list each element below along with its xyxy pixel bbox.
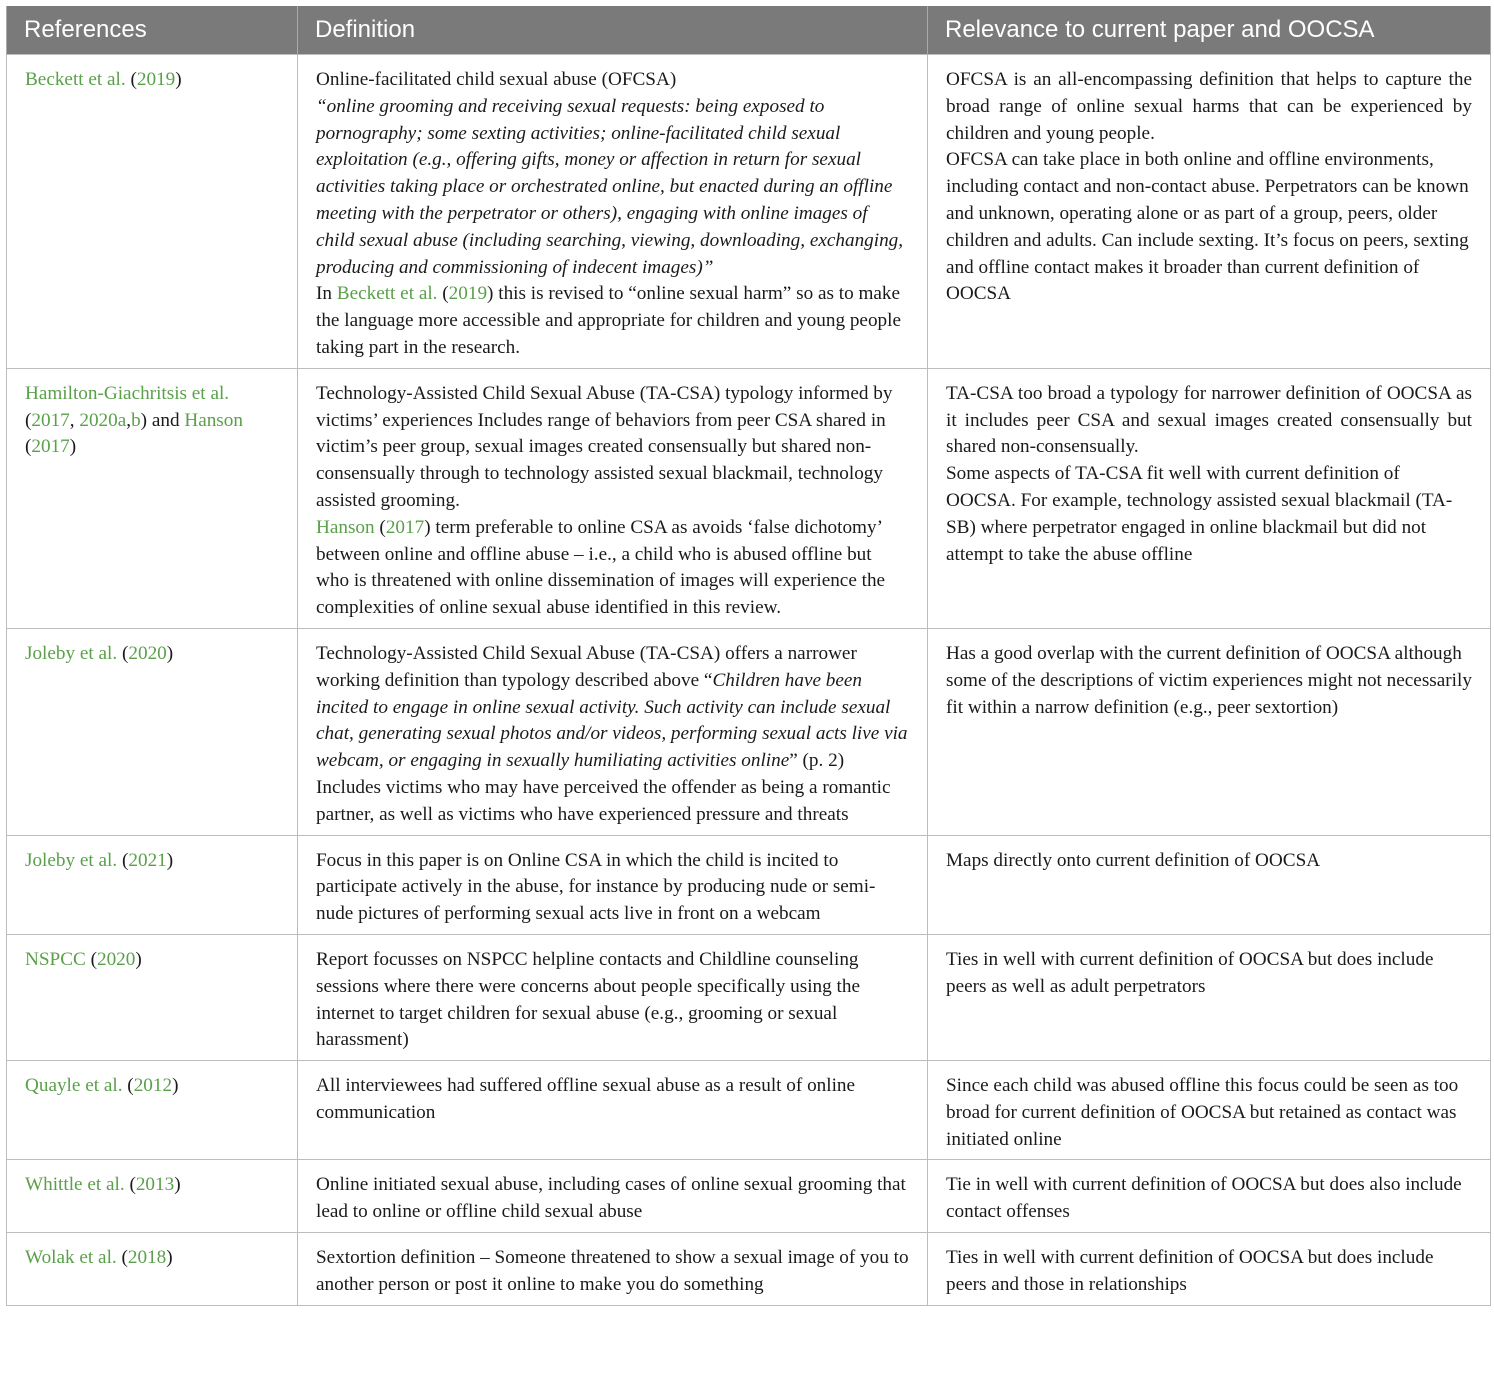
table-row (7, 1233, 1491, 1306)
table-row (7, 1061, 1491, 1160)
relevance-paragraph: OFCSA can take place in both online and offline environments, including contact and non-contact abuse. Perpetrators can be known and unknown, operating alone or as part of a group, peers, older children and adults. Can include sexting. It’s focus on peers, sexting and offline contact makes it broader than current definition of OOCSA (946, 149, 1469, 305)
reference-sep: , (126, 409, 132, 431)
reference-year-link[interactable]: 2013 (135, 1174, 175, 1196)
reference-link[interactable]: Hamilton-Giachritsis et al. (25, 382, 230, 404)
reference-paren: ) (174, 1174, 181, 1196)
relevance-cell: Tie in well with current definition of OOCSA but does also include contact offenses (928, 1160, 1491, 1233)
definition-note (316, 515, 909, 622)
reference-link[interactable]: Hanson (316, 516, 375, 538)
reference-year-link[interactable]: 2019 (136, 69, 176, 90)
reference-cell (7, 835, 298, 934)
note-text: ( (374, 516, 386, 538)
reference-year-link[interactable]: b (131, 409, 141, 431)
definition-text: Technology-Assisted Child Sexual Abuse (TA-CSA) offers a narrower working definition than typology described above “ (316, 642, 857, 691)
reference-paren: ( (117, 849, 129, 871)
definition-quote: Children have been incited to engage in online sexual activity. Such activity can include sexual chat, generating sexual photos and/or videos, performing sexual acts live via webcam, or engaging in sexually humiliating activities online (316, 669, 908, 772)
table-header-row (7, 6, 1491, 55)
relevance-paragraph: TA-CSA too broad a typology for narrower definition of OOCSA as it includes peer CSA and sexual images created consensually but shared non-consensually. (946, 382, 1472, 458)
relevance-paragraph: Some aspects of TA-CSA fit well with current definition of OOCSA. For example, technology assisted sexual blackmail (TA-SB) where perpetrator engaged in online blackmail but did not attempt to take the abuse offline (946, 463, 1453, 565)
relevance-cell: Ties in well with current definition of OOCSA but does include peers as well as adult perpetrators (928, 934, 1491, 1060)
relevance-cell: Since each child was abused offline this focus could be seen as too broad for current definition of OOCSA but retained as contact was initiated online (928, 1061, 1491, 1160)
definition-cell (298, 628, 928, 835)
definition-quote: “online grooming and receiving sexual requests: being exposed to pornography; some sexting activities; online-facilitated child sexual exploitation (e.g., offering gifts, money or affection in return for sexual activities taking place or orchestrated online, but enacted during an offline meeting with the perpetrator or others), engaging with online images of child sexual abuse (including searching, viewing, downloading, exchanging, producing and commissioning of indecent images)” (316, 95, 904, 278)
reference-link[interactable]: Joleby et al. (25, 642, 118, 664)
reference-paren: ( (124, 1174, 136, 1196)
definition-cell: Sextortion definition – Someone threatened to show a sexual image of you to another person or post it online to make you do something (298, 1233, 928, 1306)
reference-year-link[interactable]: 2017 (31, 436, 70, 458)
reference-paren: ( (122, 1075, 134, 1097)
reference-paren: ) (135, 948, 142, 970)
reference-year-link[interactable]: 2017 (31, 409, 70, 431)
reference-link[interactable]: Whittle et al. (25, 1174, 125, 1196)
reference-sep: , (69, 409, 80, 431)
reference-year-link[interactable]: 2020a (79, 409, 127, 431)
reference-link[interactable]: Beckett et al. (336, 283, 438, 305)
reference-cell (7, 368, 298, 628)
reference-year-link[interactable]: 2020 (128, 642, 167, 664)
definition-note (316, 281, 909, 361)
reference-paren: ( (117, 642, 129, 664)
definition-cell: Online initiated sexual abuse, including cases of online sexual grooming that lead to online or offline child sexual abuse (298, 1160, 928, 1233)
reference-paren: ) (166, 849, 174, 871)
relevance-cell: Has a good overlap with the current definition of OOCSA although some of the descriptions of victim experiences might not necessarily fit within a narrow definition (e.g., peer sextortion) (928, 628, 1491, 835)
reference-link[interactable]: Wolak et al. (25, 1247, 117, 1269)
reference-link[interactable]: Beckett et al. (25, 69, 126, 90)
reference-paren: ) (166, 1247, 173, 1269)
reference-sep: ) and (140, 409, 185, 431)
reference-link[interactable]: NSPCC (25, 948, 86, 970)
reference-link[interactable]: Quayle et al. (25, 1075, 123, 1097)
table-row (7, 55, 1491, 369)
definition-cell (298, 55, 928, 369)
relevance-cell (928, 368, 1491, 628)
table-row (7, 628, 1491, 835)
table-row (7, 835, 1491, 934)
reference-paren: ) (166, 642, 174, 664)
note-text: ) term preferable to online CSA as avoids ‘false dichotomy’ between online and offline abuse – i.e., a child who is abused offline but who is threatened with online dissemination of images will experience the complexities of online sexual abuse identified in this review. (316, 516, 886, 619)
reference-paren: ( (85, 948, 97, 970)
reference-cell (7, 1160, 298, 1233)
reference-link[interactable]: Joleby et al. (25, 849, 118, 871)
definition-cell (298, 368, 928, 628)
relevance-cell: Ties in well with current definition of OOCSA but does include peers and those in relationships (928, 1233, 1491, 1306)
reference-link[interactable]: Hanson (184, 409, 243, 431)
reference-year-link[interactable]: 2019 (448, 283, 488, 305)
definition-title: Online-facilitated child sexual abuse (OFCSA) (316, 69, 677, 90)
definition-cell: Focus in this paper is on Online CSA in which the child is incited to participate actively in the abuse, for instance by producing nude or semi-nude pictures of performing sexual acts live in front on a webcam (298, 835, 928, 934)
relevance-cell: Maps directly onto current definition of OOCSA (928, 835, 1491, 934)
definition-paragraph: Technology-Assisted Child Sexual Abuse (TA-CSA) typology informed by victims’ experiences Includes range of behaviors from peer CSA shared in victim’s peer group, sexual images created consensually but shared non-consensually through to technology assisted sexual blackmail, technology assisted grooming. (316, 382, 893, 511)
definition-cell: All interviewees had suffered offline sexual abuse as a result of online communication (298, 1061, 928, 1160)
table-row (7, 934, 1491, 1060)
table-row (7, 368, 1491, 628)
header-relevance: Relevance to current paper and OOCSA (928, 6, 1491, 55)
definition-text: ” (p. 2) Includes victims who may have perceived the offender as being a romantic partner, as well as victims who have experienced pressure and threats (316, 750, 891, 825)
reference-cell (7, 1233, 298, 1306)
reference-paren: ) (69, 436, 77, 458)
note-text: ) this is revised to “online sexual harm” so as to make the language more accessible and appropriate for children and young people taking part in the research. (316, 283, 901, 358)
note-text: In (316, 283, 337, 305)
reference-year-link[interactable]: 2017 (385, 516, 425, 538)
reference-paren: ( (25, 409, 32, 431)
reference-paren: ( (116, 1247, 128, 1269)
reference-paren: ( (25, 436, 32, 458)
reference-cell (7, 628, 298, 835)
reference-year-link[interactable]: 2021 (128, 849, 167, 871)
relevance-cell (928, 55, 1491, 369)
references-table (6, 6, 1491, 1306)
reference-cell (7, 934, 298, 1060)
reference-cell (7, 1061, 298, 1160)
header-definition: Definition (298, 6, 928, 55)
relevance-paragraph: OFCSA is an all-encompassing definition that helps to capture the broad range of online sexual harms that can be experienced by children and young people. (946, 69, 1472, 144)
reference-paren: ) (172, 1075, 179, 1097)
reference-paren: ) (175, 69, 182, 90)
header-references: References (7, 6, 298, 55)
note-text: ( (437, 283, 449, 305)
definition-cell: Report focusses on NSPCC helpline contacts and Childline counseling sessions where there were concerns about people specifically using the internet to target children for sexual abuse (e.g., grooming or sexual harassment) (298, 934, 928, 1060)
reference-paren: ( (125, 69, 137, 90)
reference-year-link[interactable]: 2012 (133, 1075, 173, 1097)
reference-cell (7, 55, 298, 369)
reference-year-link[interactable]: 2018 (127, 1247, 167, 1269)
table-row (7, 1160, 1491, 1233)
reference-year-link[interactable]: 2020 (96, 948, 136, 970)
